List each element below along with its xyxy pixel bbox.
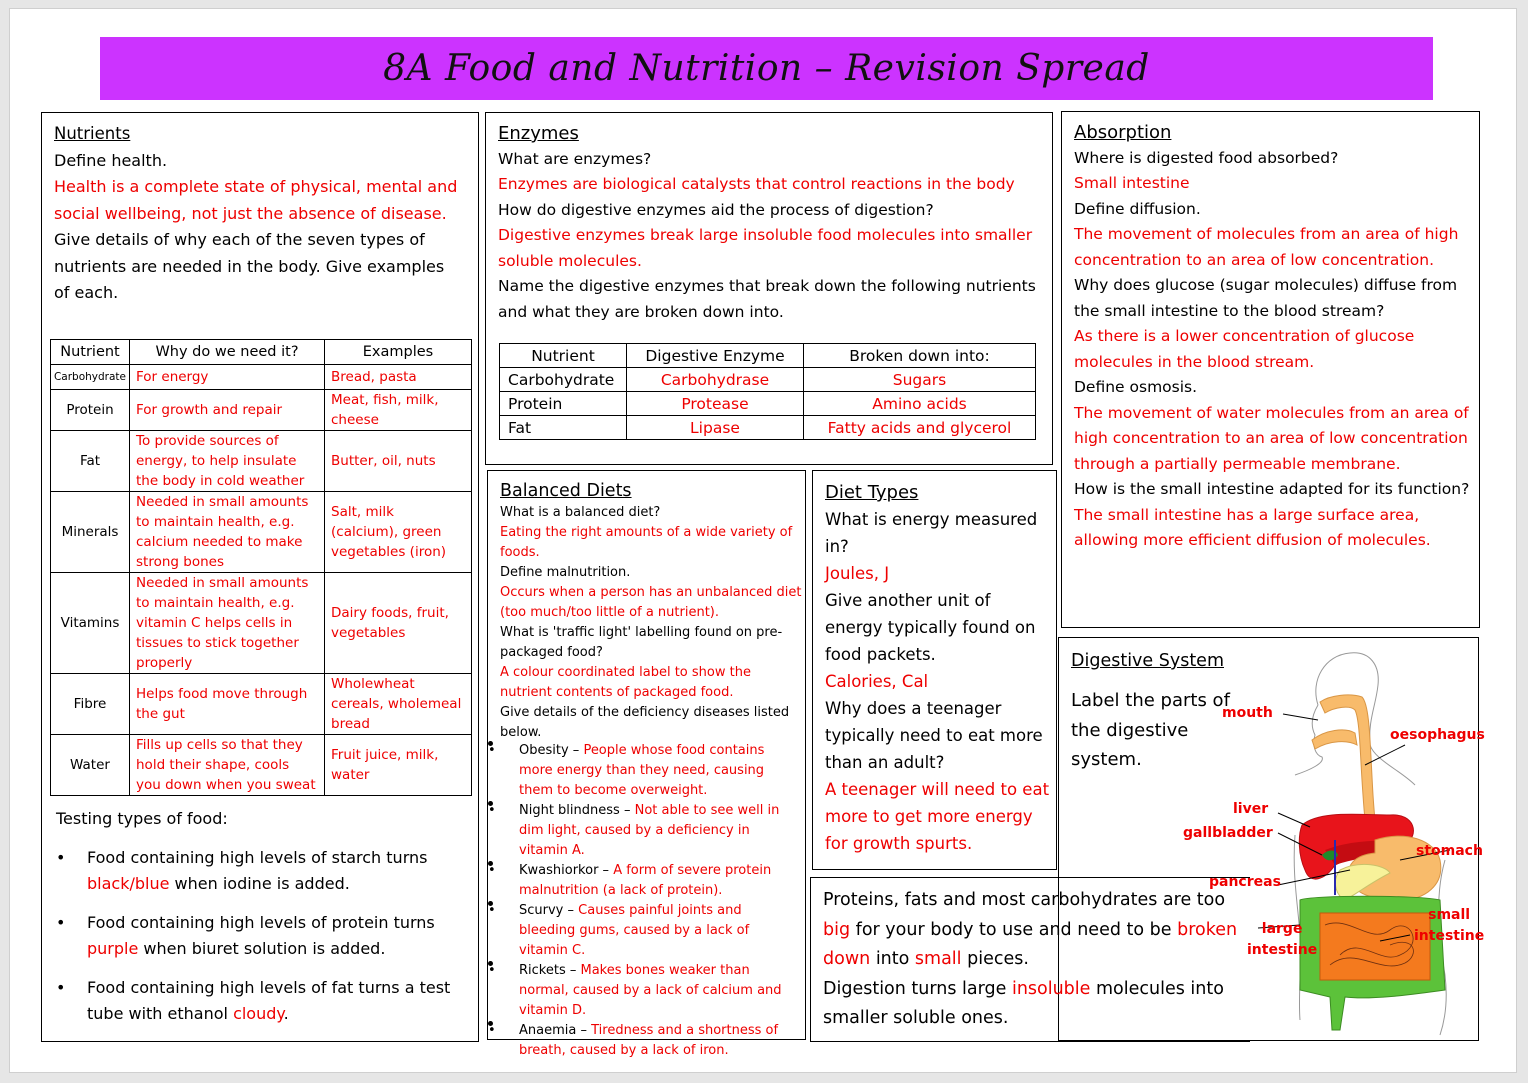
table-row [500, 368, 1036, 392]
balanced-a1: Eating the right amounts of a wide variety of foods. [500, 525, 793, 560]
label-oesophagus: oesophagus [1390, 727, 1485, 743]
enzymes-q3: Name the digestive enzymes that break down the following nutrients and what they are broken down into. [498, 277, 1036, 321]
why-cell: Needed in small amounts to maintain health, e.g. vitamin C helps cells in tissues to stick together properly [130, 573, 325, 674]
balanced-heading: Balanced Diets [500, 481, 632, 501]
balanced-q4: Give details of the deficiency diseases listed below. [500, 705, 790, 740]
nutrient-cell: Carbohydrate [51, 365, 130, 390]
enzyme-cell: Carbohydrase [627, 368, 804, 392]
testing-heading: Testing types of food: [56, 809, 228, 828]
product-cell: Amino acids [804, 392, 1036, 416]
list-item: • Food containing high levels of protein turns purple when biuret solution is added. [56, 910, 456, 963]
examples-cell: Salt, milk (calcium), green vegetables (iron) [325, 492, 472, 573]
nutrient-cell: Carbohydrate [500, 368, 627, 392]
nutrient-cell: Minerals [51, 492, 130, 573]
list-item: • Night blindness – Not able to see well in dim light, caused by a deficiency in vitamin A. [488, 801, 800, 861]
diet-a2: Calories, Cal [825, 672, 929, 691]
absorption-a4: The movement of water molecules from an area of high concentration to an area of low concentration through a partially permeable membrane. [1074, 403, 1469, 473]
balanced-a2: Occurs when a person has an unbalanced diet (too much/too little of a nutrient). [500, 585, 802, 620]
balanced-q2: Define malnutrition. [500, 565, 631, 580]
examples-cell: Fruit juice, milk, water [325, 735, 472, 796]
table-row [51, 674, 472, 735]
page-title: 8A Food and Nutrition – Revision Spread [383, 48, 1150, 89]
balanced-q1: What is a balanced diet? [500, 505, 661, 520]
label-pancreas: pancreas [1209, 874, 1281, 890]
balanced-a3: A colour coordinated label to show the nutrient contents of packaged food. [500, 665, 751, 700]
diet-types-heading: Diet Types [825, 482, 919, 503]
why-cell: To provide sources of energy, to help insulate the body in cold weather [130, 431, 325, 492]
absorption-q4: Define osmosis. [1074, 378, 1198, 396]
diet-types-panel [812, 470, 1057, 870]
column-header: Nutrient [500, 344, 627, 368]
label-gallbladder: gallbladder [1183, 825, 1273, 841]
nutrient-cell: Fibre [51, 674, 130, 735]
nutrient-cell: Water [51, 735, 130, 796]
balanced-q3: What is 'traffic light' labelling found on pre-packaged food? [500, 625, 783, 660]
diet-q1: What is energy measured in? [825, 510, 1038, 556]
enzymes-table [499, 343, 1036, 440]
table-row [51, 431, 472, 492]
table-row [51, 365, 472, 390]
list-item: • Kwashiorkor – A form of severe protein malnutrition (a lack of protein). [488, 861, 800, 901]
title-banner [100, 37, 1433, 100]
column-header: Examples [325, 340, 472, 365]
diet-a1: Joules, J [825, 564, 890, 583]
absorption-q5: How is the small intestine adapted for its function? [1074, 480, 1470, 498]
column-header: Broken down into: [804, 344, 1036, 368]
nutrients-a1: Health is a complete state of physical, mental and social wellbeing, not just the absence of disease. [54, 177, 458, 223]
list-item: • Scurvy – Causes painful joints and bleeding gums, caused by a lack of vitamin C. [488, 901, 800, 961]
absorption-a3: As there is a lower concentration of glucose molecules in the blood stream. [1074, 327, 1415, 371]
testing-list [56, 845, 456, 1028]
digestion-summary-panel: Proteins, fats and most carbohydrates are too big for your body to use and need to be broken down into small pieces. Digestion turns large insoluble molecules into smaller soluble ones. [810, 877, 1250, 1042]
label-stomach: stomach [1416, 843, 1483, 859]
absorption-a2: The movement of molecules from an area of high concentration to an area of low concentration. [1074, 225, 1459, 269]
examples-cell: Butter, oil, nuts [325, 431, 472, 492]
enzymes-a2: Digestive enzymes break large insoluble food molecules into smaller soluble molecules. [498, 226, 1033, 270]
nutrient-cell: Protein [500, 392, 627, 416]
enzyme-cell: Protease [627, 392, 804, 416]
column-header: Why do we need it? [130, 340, 325, 365]
list-item: • Anaemia – Tiredness and a shortness of breath, caused by a lack of iron. [488, 1021, 800, 1061]
list-item: • Obesity – People whose food contains more energy than they need, causing them to become overweight. [488, 741, 800, 801]
absorption-a1: Small intestine [1074, 174, 1190, 192]
column-header: Nutrient [51, 340, 130, 365]
product-cell: Fatty acids and glycerol [804, 416, 1036, 440]
absorption-q2: Define diffusion. [1074, 199, 1201, 218]
table-row [500, 392, 1036, 416]
nutrients-q1: Define health. [54, 150, 168, 170]
nutrient-cell: Vitamins [51, 573, 130, 674]
enzymes-q1: What are enzymes? [498, 149, 652, 168]
examples-cell: Meat, fish, milk, cheese [325, 390, 472, 431]
table-row [51, 573, 472, 674]
why-cell: For energy [130, 365, 325, 390]
why-cell: For growth and repair [130, 390, 325, 431]
list-item: • Food containing high levels of starch turns black/blue when iodine is added. [56, 845, 456, 898]
label-liver: liver [1233, 801, 1269, 817]
deficiency-disease-list [488, 741, 800, 1061]
digestive-instruction: Label the parts of the digestive system. [1071, 690, 1230, 770]
label-small-intestine: small intestine [1414, 907, 1485, 944]
absorption-q1: Where is digested food absorbed? [1074, 148, 1339, 167]
table-header-row [500, 344, 1036, 368]
why-cell: Needed in small amounts to maintain health, e.g. calcium needed to make strong bones [130, 492, 325, 573]
label-mouth: mouth [1222, 705, 1273, 721]
why-cell: Fills up cells so that they hold their shape, cools you down when you sweat [130, 735, 325, 796]
enzymes-heading: Enzymes [498, 123, 579, 144]
nutrients-table [50, 339, 472, 796]
diet-a3: A teenager will need to eat more to get more energy for growth spurts. [825, 780, 1050, 853]
digestive-heading: Digestive System [1071, 651, 1224, 671]
examples-cell: Bread, pasta [325, 365, 472, 390]
table-row [51, 492, 472, 573]
absorption-panel [1061, 111, 1480, 628]
nutrients-heading: Nutrients [54, 124, 131, 143]
absorption-q3: Why does glucose (sugar molecules) diffuse from the small intestine to the blood stream? [1074, 276, 1458, 320]
nutrient-cell: Fat [51, 431, 130, 492]
enzyme-cell: Lipase [627, 416, 804, 440]
list-item: • Food containing high levels of fat turns a test tube with ethanol cloudy. [56, 975, 456, 1028]
product-cell: Sugars [804, 368, 1036, 392]
column-header: Digestive Enzyme [627, 344, 804, 368]
examples-cell: Wholewheat cereals, wholemeal bread [325, 674, 472, 735]
enzymes-a1: Enzymes are biological catalysts that control reactions in the body [498, 175, 1015, 193]
examples-cell: Dairy foods, fruit, vegetables [325, 573, 472, 674]
list-item: • Rickets – Makes bones weaker than normal, caused by a lack of calcium and vitamin D. [488, 961, 800, 1021]
nutrients-q2: Give details of why each of the seven types of nutrients are needed in the body. Give examples of each. [54, 230, 445, 302]
balanced-diets-panel [487, 470, 806, 1058]
testing-panel [41, 798, 479, 1042]
nutrient-cell: Fat [500, 416, 627, 440]
absorption-heading: Absorption [1074, 122, 1172, 143]
absorption-a5: The small intestine has a large surface area, allowing more efficient diffusion of molecules. [1074, 505, 1431, 549]
enzymes-q2: How do digestive enzymes aid the process of digestion? [498, 200, 934, 219]
diet-q2: Give another unit of energy typically found on food packets. [825, 591, 1036, 664]
diet-q3: Why does a teenager typically need to eat more than an adult? [825, 699, 1043, 772]
table-row [500, 416, 1036, 440]
table-header-row [51, 340, 472, 365]
why-cell: Helps food move through the gut [130, 674, 325, 735]
table-row [51, 390, 472, 431]
label-large-intestine: large intestine [1247, 921, 1318, 958]
table-row [51, 735, 472, 796]
nutrient-cell: Protein [51, 390, 130, 431]
